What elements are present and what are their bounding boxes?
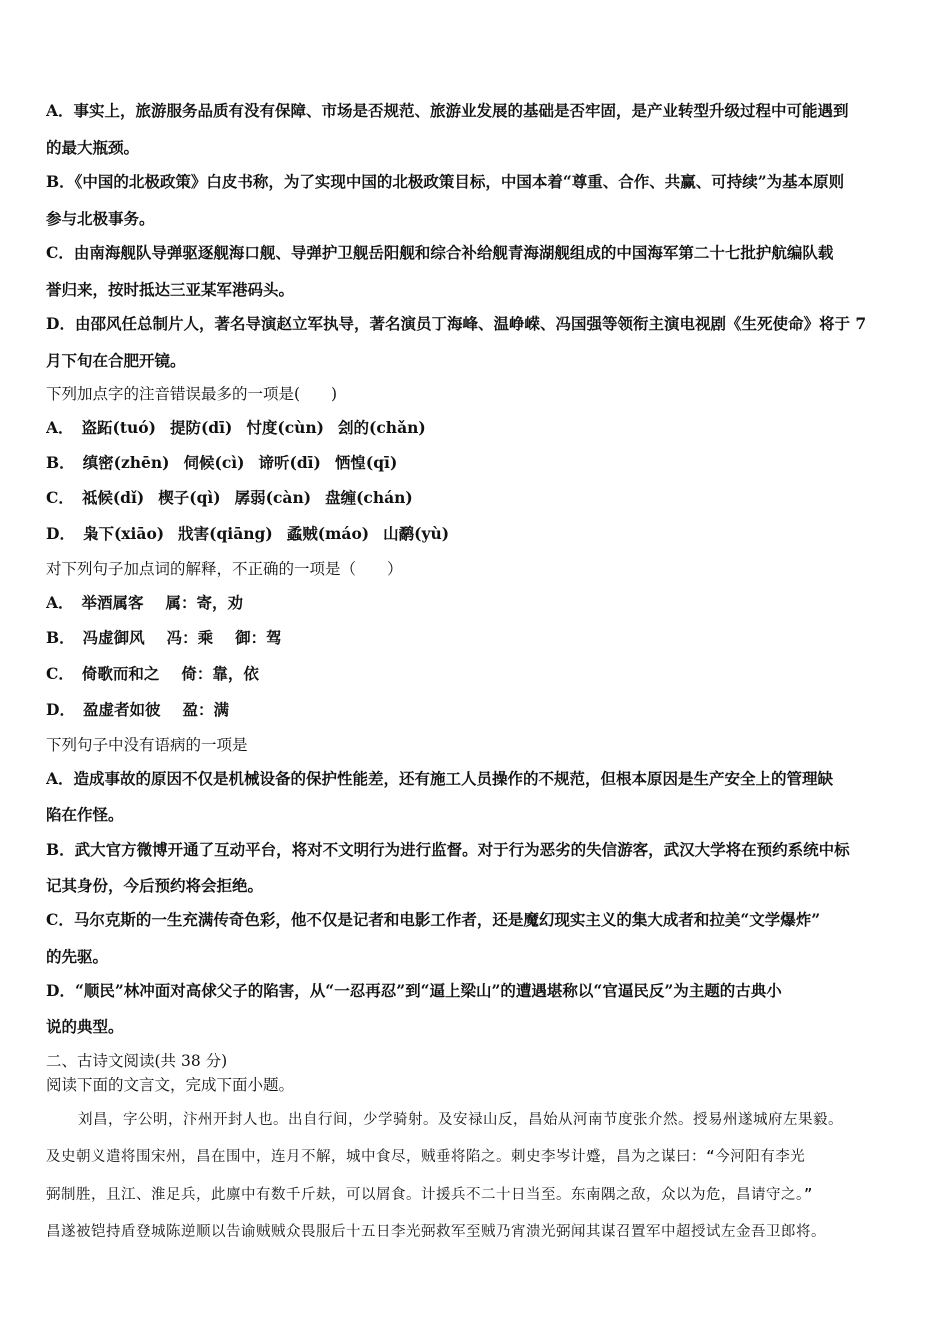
grammar-question-stem: 下列句子中没有语病的一项是	[46, 736, 248, 754]
option-label: C．	[46, 664, 74, 683]
pinyin-item: 盘缠(chán)	[325, 488, 413, 507]
explain-gloss: 冯：乘	[166, 628, 214, 647]
explain-gloss: 御：驾	[235, 628, 282, 647]
option-label: D．	[46, 524, 75, 543]
classical-passage-line1: 刘昌，字公明，汴州开封人也。出自行间，少学骑射。及安禄山反，昌始从河南节度张介然。授易州遂城府左果毅。	[78, 1112, 843, 1128]
explain-option-a	[46, 593, 908, 613]
pinyin-item: 孱弱(càn)	[234, 488, 312, 507]
explain-option-d	[46, 700, 908, 720]
explain-phrase: 盈虚者如彼	[82, 700, 161, 719]
pinyin-question-stem: 下列加点字的注音错误最多的一项是( )	[46, 385, 338, 403]
section-title: 二、古诗文阅读(共 38 分)	[46, 1052, 228, 1070]
pinyin-item: 戕害(qiāng)	[178, 524, 273, 543]
explain-option-b	[46, 628, 908, 648]
option-c-line2: 誉归来，按时抵达三亚某军港码头。	[46, 280, 295, 299]
pinyin-option-a	[46, 418, 908, 438]
pinyin-item: 楔子(qì)	[158, 488, 221, 507]
grammar-option-c-line1: C．马尔克斯的一生充满传奇色彩，他不仅是记者和电影工作者，还是魔幻现实主义的集大成者和拉美“文学爆炸”	[46, 910, 821, 929]
classical-passage-line3: 弼制胜，且江、淮足兵，此廪中有数千斤麸，可以屑食。计援兵不二十日当至。东南隅之敌，众以为危，昌请守之。”	[46, 1187, 813, 1203]
explain-option-c	[46, 664, 908, 684]
option-c-line1: C．由南海舰队导弹驱逐舰海口舰、导弹护卫舰岳阳舰和综合补给舰青海湖舰组成的中国海军第二十七批护航编队载	[46, 243, 834, 262]
pinyin-item: 蟊贼(máo)	[286, 524, 370, 543]
grammar-option-b-line1: B．武大官方微博开通了互动平台，将对不文明行为进行监督。对于行为恶劣的失信游客，武汉大学将在预约系统中标	[46, 840, 850, 859]
grammar-option-d-line2: 说的典型。	[46, 1017, 124, 1036]
option-label: A．	[46, 418, 74, 437]
explain-gloss: 属：寄，劝	[165, 593, 244, 612]
explain-gloss: 倚：靠，依	[181, 664, 259, 683]
explain-phrase: 举酒属客	[81, 593, 144, 612]
explain-phrase: 冯虚御风	[82, 628, 145, 647]
explain-question-stem: 对下列句子加点词的解释，不正确的一项是（ ）	[46, 560, 403, 578]
pinyin-option-d	[46, 524, 908, 544]
explain-phrase: 倚歌而和之	[81, 664, 160, 683]
pinyin-item: 恓惶(qī)	[334, 453, 398, 472]
option-d-line1: D．由邵风任总制片人，著名导演赵立军执导，著名演员丁海峰、温峥嵘、冯国强等领衔主演电视剧《生死使命》将于 7	[46, 314, 867, 333]
option-a-line1: A．事实上，旅游服务品质有没有保障、市场是否规范、旅游业发展的基础是否牢固，是产业转型升级过程中可能遇到	[46, 101, 849, 120]
option-a-line2: 的最大瓶颈。	[46, 138, 140, 157]
pinyin-item: 伺候(cì)	[183, 453, 245, 472]
explain-gloss: 盈：满	[182, 700, 229, 719]
option-label: C．	[46, 488, 74, 507]
classical-passage-line2: 及史朝义遣将围宋州，昌在围中，连月不解，城中食尽，贼垂将陷之。刺史李岑计蹙，昌为之谋曰：“今河阳有李光	[46, 1149, 806, 1165]
pinyin-option-c	[46, 488, 908, 508]
option-label: B．	[46, 628, 75, 647]
pinyin-item: 祗候(dǐ)	[81, 488, 145, 507]
pinyin-item: 提防(dī)	[169, 418, 233, 437]
pinyin-item: 谛听(dī)	[258, 453, 321, 472]
pinyin-item: 盗跖(tuó)	[81, 418, 156, 437]
classical-passage-line4: 昌遂被铠持盾登城陈逆顺以告谕贼贼众畏服后十五日李光弼救军至贼乃宵溃光弼闻其谋召置军中超授试左金吾卫郎将。	[46, 1224, 826, 1240]
option-label: A．	[46, 593, 74, 612]
option-b-line1: B．《中国的北极政策》白皮书称，为了实现中国的北极政策目标，中国本着“尊重、合作、共赢、可持续”为基本原则	[46, 172, 845, 191]
option-label: D．	[46, 700, 75, 719]
pinyin-item: 枭下(xiāo)	[82, 524, 165, 543]
grammar-option-c-line2: 的先驱。	[46, 947, 109, 966]
pinyin-item: 山鹬(yù)	[383, 524, 450, 543]
section-instruction: 阅读下面的文言文，完成下面小题。	[46, 1076, 295, 1094]
option-label: B．	[46, 453, 75, 472]
option-b-line2: 参与北极事务。	[46, 209, 155, 228]
grammar-option-d-line1: D．“顺民”林冲面对高俅父子的陷害，从“一忍再忍”到“逼上梁山”的遭遇堪称以“官逼民反”为主题的古典小	[46, 981, 782, 1000]
pinyin-item: 缜密(zhēn)	[82, 453, 170, 472]
grammar-option-a-line1: A．造成事故的原因不仅是机械设备的保护性能差，还有施工人员操作的不规范，但根本原因是生产安全上的管理缺	[46, 769, 834, 788]
pinyin-option-b	[46, 453, 908, 473]
grammar-option-a-line2: 陷在作怪。	[46, 805, 124, 824]
pinyin-item: 刽的(chǎn)	[338, 418, 426, 437]
option-d-line2: 月下旬在合肥开镜。	[46, 351, 186, 370]
grammar-option-b-line2: 记其身份，今后预约将会拒绝。	[46, 876, 264, 895]
pinyin-item: 忖度(cùn)	[246, 418, 325, 437]
